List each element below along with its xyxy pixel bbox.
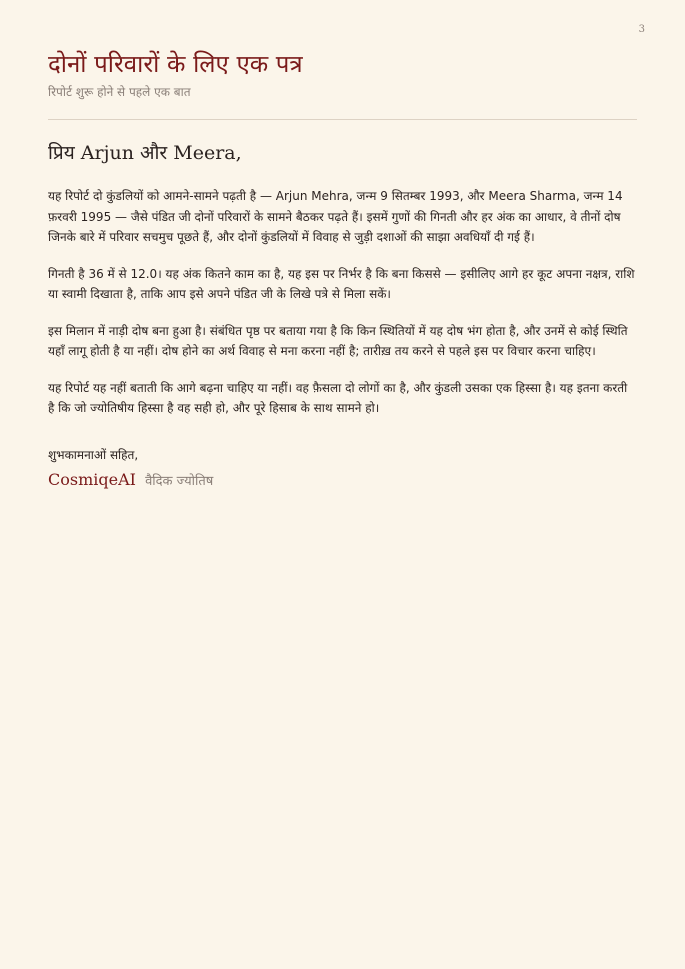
header-divider — [48, 119, 637, 120]
letter-paragraph-score: गिनती है 36 में से 12.0। यह अंक कितने काम का है, यह इस पर निर्भर है कि बना किससे — इसीलिए आगे हर कूट अपना नक्षत्र, राशि या स्वामी दिखाता है, ताकि आप इसे अपने पंडित जी के लिखे पत्रे से मिला सकें। — [48, 266, 635, 301]
letter-header — [48, 48, 637, 100]
closing-line: शुभकामनाओं सहित, — [48, 447, 139, 462]
letter-body — [48, 138, 637, 493]
page-subtitle: रिपोर्ट शुरू होने से पहले एक बात — [48, 85, 191, 99]
signature-subtitle: वैदिक ज्योतिष — [145, 473, 214, 489]
letter-paragraph-dosha: इस मिलान में नाड़ी दोष बना हुआ है। संबंधित पृष्ठ पर बताया गया है कि किन स्थितियों में यह दोष भंग होता है, और उनमें से कोई स्थिति यहाँ लागू होती है या नहीं। दोष होने का अर्थ विवाह से मना करना नहीं है; तारीख़ तय करने से पहले इस पर विचार करना चाहिए। — [48, 323, 628, 358]
signature — [48, 469, 637, 493]
signature-brand: CosmiqeAI — [48, 469, 136, 489]
page-title: दोनों परिवारों के लिए एक पत्र — [48, 50, 303, 78]
salutation: प्रिय Arjun और Meera, — [48, 142, 242, 164]
page-number: 3 — [638, 24, 645, 35]
letter-paragraph-disclaimer: यह रिपोर्ट यह नहीं बताती कि आगे बढ़ना चाहिए या नहीं। वह फ़ैसला दो लोगों का है, और कुंडली उसका एक हिस्सा है। यह इतना करती है कि जो ज्योतिषीय हिस्सा है वह सही हो, और पूरे हिसाब के साथ सामने हो। — [48, 380, 628, 415]
letter-paragraph-intro: यह रिपोर्ट दो कुंडलियों को आमने-सामने पढ़ती है — Arjun Mehra, जन्म 9 सितम्बर 1993, और Meera Sharma, जन्म 14 फ़रवरी 1995 — जैसे पंडित जी दोनों परिवारों के सामने बैठकर पढ़ते हैं। इसमें गुणों की गिनती और हर अंक का आधार, वे तीनों दोष जिनके बारे में परिवार सचमुच पूछते हैं, और दोनों कुंडलियों में विवाह से जुड़ी दशाओं की साझा अवधियाँ दी गई हैं। — [48, 189, 623, 244]
